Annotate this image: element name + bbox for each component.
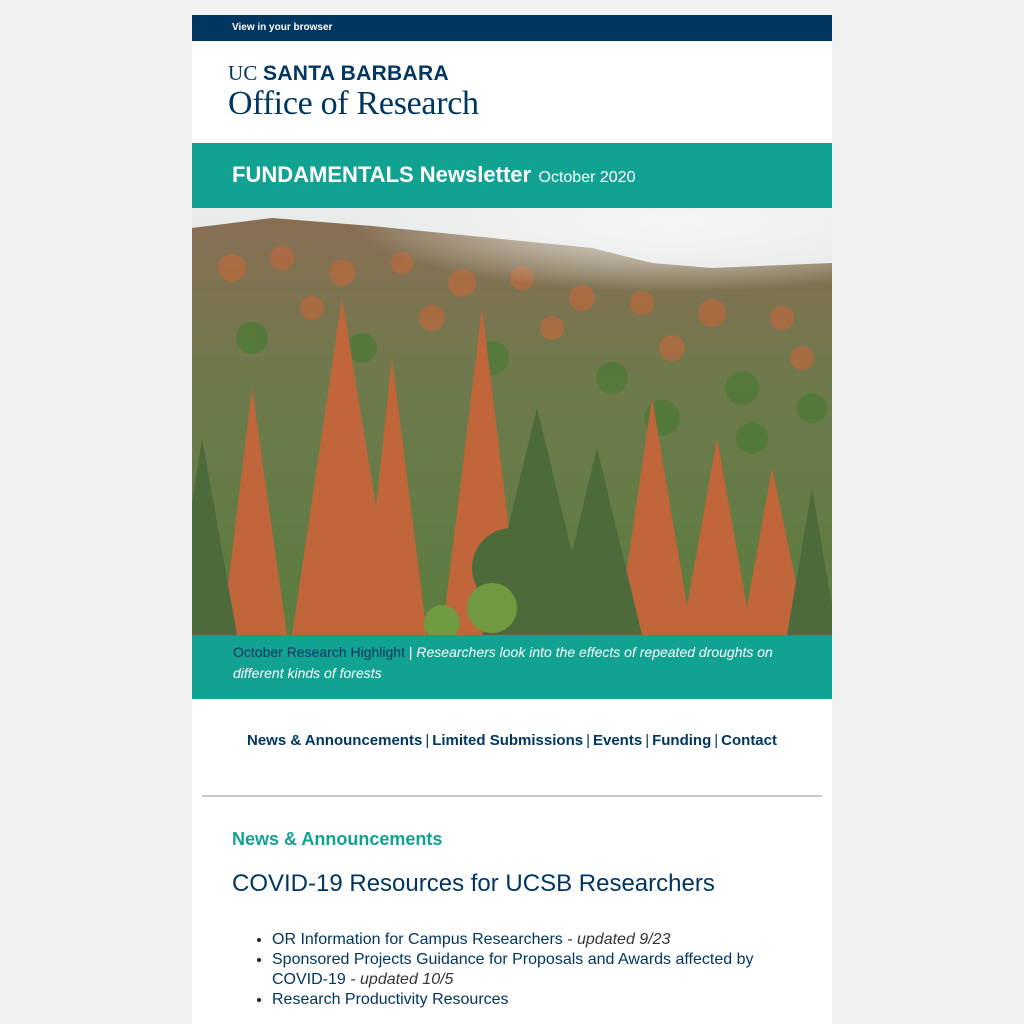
covid-resources-headline: COVID-19 Resources for UCSB Researchers <box>232 870 715 897</box>
view-in-browser-link[interactable]: View in your browser <box>232 22 333 33</box>
top-bar <box>192 15 832 41</box>
list-item <box>272 950 772 990</box>
nav-events[interactable]: Events <box>592 732 643 749</box>
ucsb-wordmark[interactable] <box>228 61 449 86</box>
newsletter-date: October 2020 <box>538 169 636 186</box>
nav-separator: | <box>645 732 650 749</box>
update-dash: - <box>345 971 361 988</box>
santa-barbara-text: SANTA BARBARA <box>263 62 449 85</box>
office-of-research-title[interactable]: Office of Research <box>228 85 479 122</box>
covid-resources-list <box>192 930 832 1010</box>
caption-description[interactable]: Researchers look into the effects of repeated droughts on different kinds of forests <box>233 644 773 681</box>
brand-header <box>192 41 832 143</box>
sponsored-projects-guidance-link[interactable]: Sponsored Projects Guidance for Proposals and Awards affected by COVID-19 <box>272 951 754 988</box>
update-note: updated 10/5 <box>360 971 454 988</box>
section-divider <box>202 795 822 797</box>
uc-text: UC <box>228 61 258 85</box>
nav-news-announcements[interactable]: News & Announcements <box>247 732 423 749</box>
section-nav <box>192 699 832 763</box>
caption-separator: | <box>408 644 413 660</box>
newsletter-banner <box>192 143 832 208</box>
research-productivity-link[interactable]: Research Productivity Resources <box>272 991 509 1008</box>
update-dash: - <box>562 931 577 948</box>
nav-separator: | <box>425 732 430 749</box>
nav-funding[interactable]: Funding <box>652 732 712 749</box>
nav-contact[interactable]: Contact <box>721 732 777 749</box>
research-highlight-label[interactable]: October Research Highlight <box>233 644 405 660</box>
newsletter-email <box>192 15 832 1024</box>
update-note: updated 9/23 <box>577 931 671 948</box>
nav-separator: | <box>586 732 590 749</box>
forest-illustration <box>192 208 832 635</box>
news-section-title: News & Announcements <box>232 829 443 849</box>
newsletter-title: FUNDAMENTALS Newsletter <box>232 162 532 187</box>
nav-limited-submissions[interactable]: Limited Submissions <box>432 732 584 749</box>
list-item <box>272 930 772 950</box>
hero-image-forest[interactable] <box>192 208 832 635</box>
hero-caption <box>192 635 832 699</box>
list-item <box>272 990 772 1010</box>
nav-separator: | <box>714 732 719 749</box>
or-information-link[interactable]: OR Information for Campus Researchers <box>272 931 563 948</box>
